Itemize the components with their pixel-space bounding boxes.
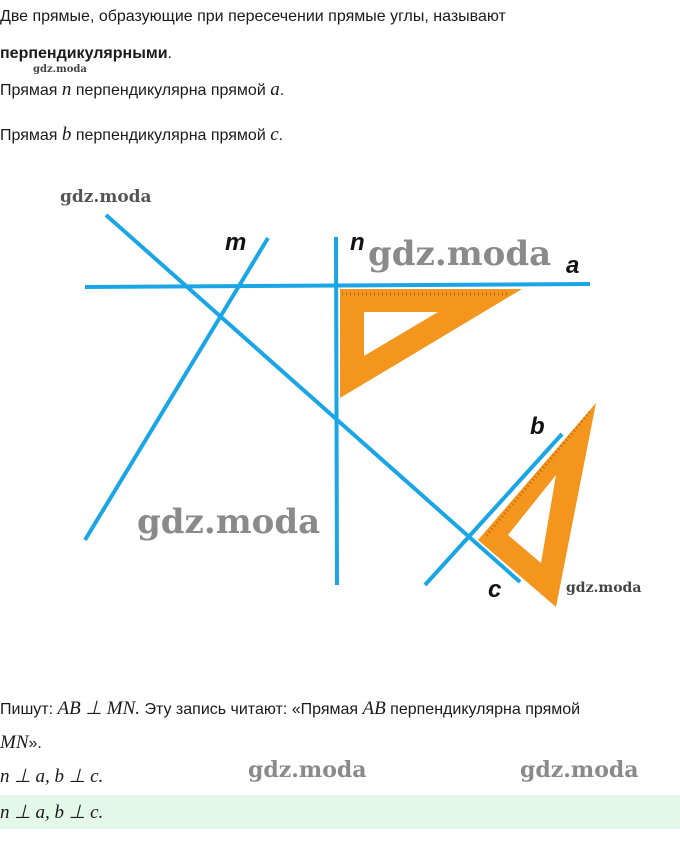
notation-line-2 [0,732,42,754]
definition-term: перпендикулярными [0,45,168,62]
result-line [0,765,103,788]
watermark: gdz.moda [520,757,639,783]
variable-b: b [61,124,72,145]
answer-box [0,795,680,829]
notation-line [0,697,580,720]
watermark: gdz.moda [60,187,152,207]
answer-formula: n ⊥ a, b ⊥ c. [0,802,104,823]
result-formula: n ⊥ a, b ⊥ c. [0,766,104,787]
watermark: gdz.moda [137,502,321,542]
statement-text: Прямая [0,127,62,144]
statement-period: . [279,82,285,99]
statement-text: перпендикулярна прямой [71,127,271,144]
label-m: m [225,229,247,256]
label-a: a [566,252,580,279]
notation-mn: MN [0,732,29,753]
line-n [336,237,337,585]
variable-a: a [270,79,280,100]
notation-text: Эту запись читают: «Прямая [140,701,363,718]
intro-text: Две прямые, образующие при пересечении прямые углы, называют [0,8,506,25]
label-b: b [530,413,545,440]
watermark: gdz.moda [566,580,642,596]
notation-ab: AB [362,698,386,719]
notation-text: Пишут: [0,701,58,718]
set-square-top [340,289,522,398]
perpendicular-lines-figure [0,170,680,630]
definition-term-line [0,45,172,63]
watermark: gdz.moda [33,64,87,75]
variable-n: n [61,79,72,100]
watermark: gdz.moda [248,757,367,783]
statement-period: . [278,127,284,144]
label-n: n [350,229,365,256]
intro-line [0,8,506,26]
variable-c: c [270,124,279,145]
notation-formula: AB ⊥ MN. [57,698,141,719]
line-m [85,238,268,540]
definition-period: . [167,45,172,62]
notation-text: перпендикулярна прямой [385,701,581,718]
statement-text: перпендикулярна прямой [71,82,271,99]
statement-text: Прямая [0,82,62,99]
watermark: gdz.moda [368,234,552,274]
label-c: c [488,576,502,603]
statement-n-a [0,79,284,101]
statement-b-c [0,124,283,146]
notation-quote-end: ». [28,735,42,752]
